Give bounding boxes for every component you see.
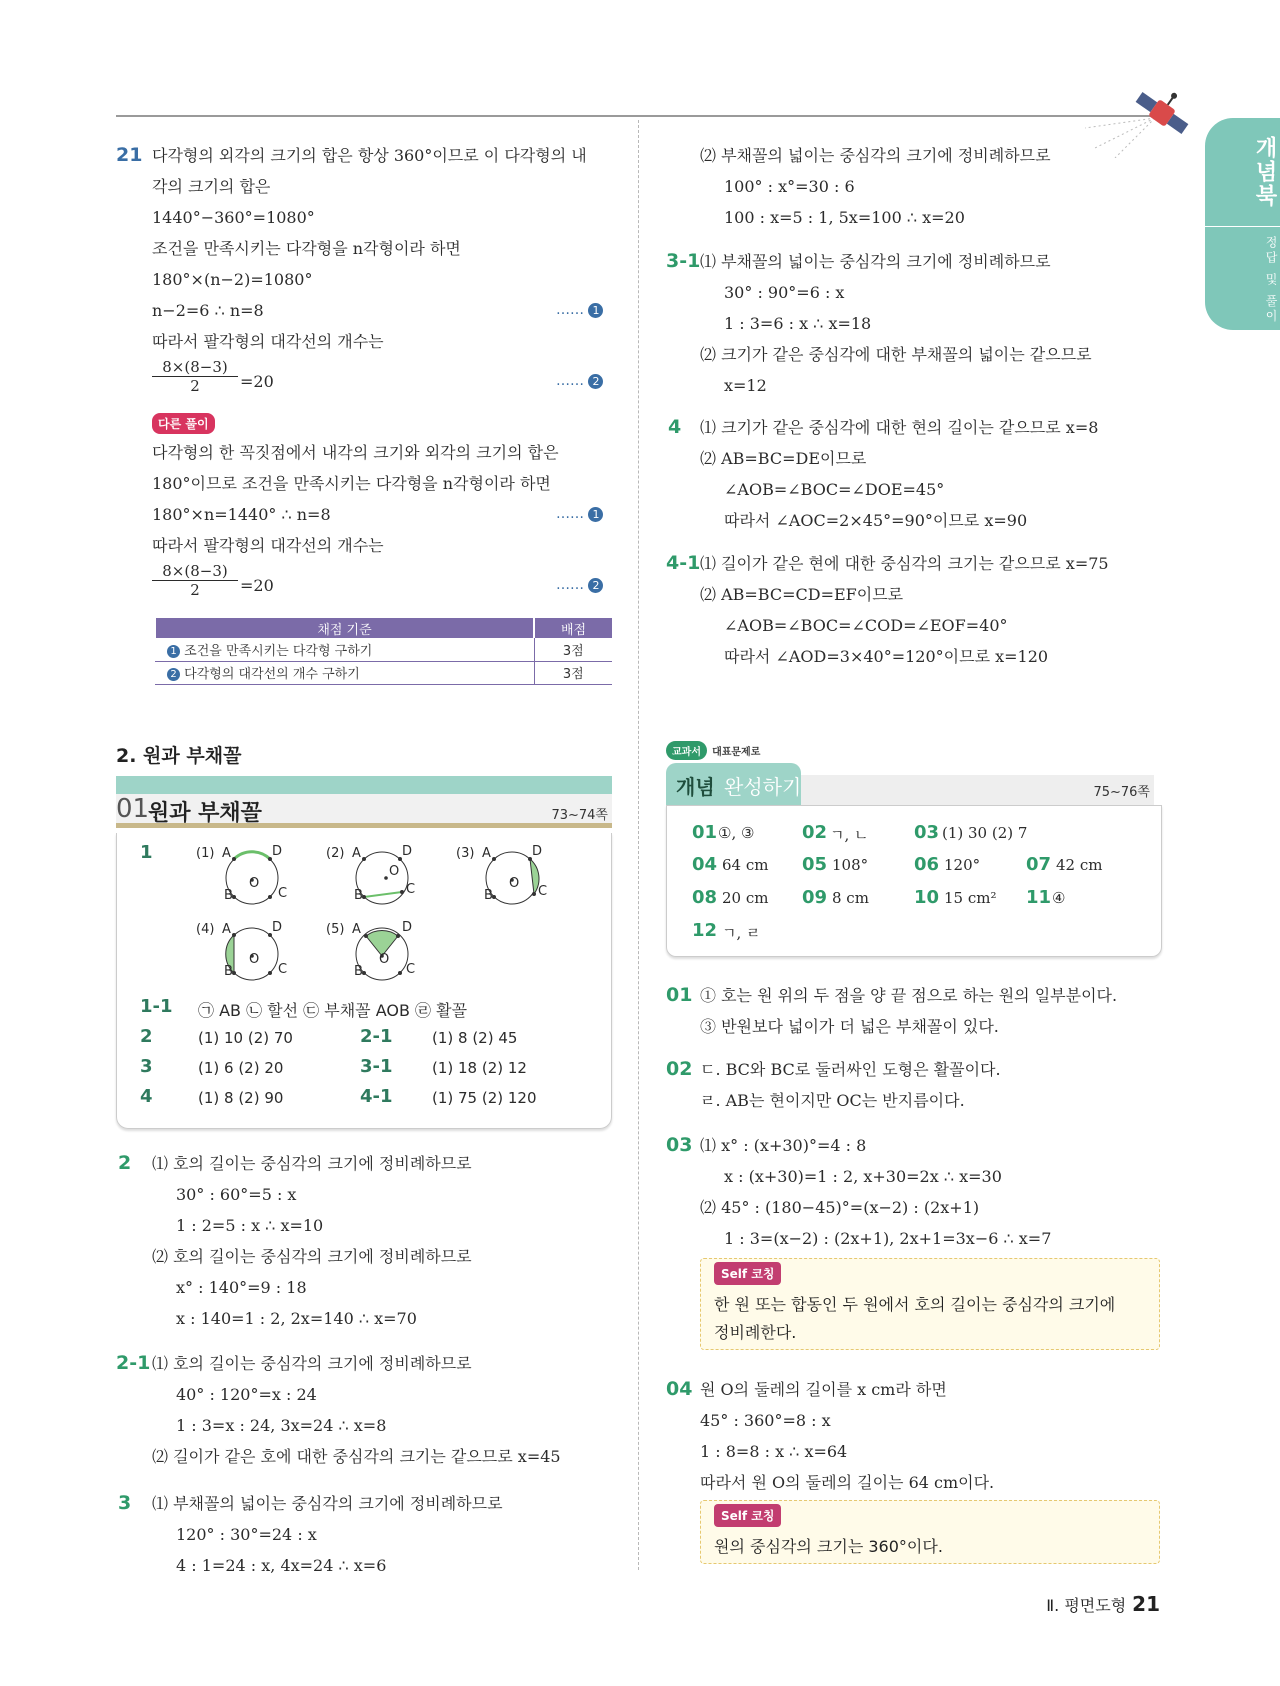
point-label: D <box>402 920 413 935</box>
step-1-icon: 1 <box>588 507 603 522</box>
scoring-table <box>154 618 612 685</box>
question-04-line: 1 : 8=8 : x ∴ x=64 <box>700 1442 848 1461</box>
self-coaching-badge: Self 코칭 <box>714 1504 781 1527</box>
step-2-icon: 2 <box>588 374 603 389</box>
point-label: D <box>402 844 413 859</box>
problem-21-line: 다각형의 외각의 크기의 합은 항상 360°이므로 이 다각형의 내 <box>152 146 587 165</box>
problem-4-1-line: ∠AOB=∠BOC=∠COD=∠EOF=40° <box>724 616 1008 635</box>
answer-label: 3-1 <box>360 1056 393 1077</box>
unit-number: 01 <box>116 794 150 824</box>
point-label: B <box>354 964 363 979</box>
answer-text: (1) 75 (2) 120 <box>432 1089 537 1107</box>
problem-3-cont-line: 100 : x=5 : 1, 5x=100 ∴ x=20 <box>724 208 965 227</box>
concept-answer-number: 04 <box>692 854 718 875</box>
scoring-points-header: 배점 <box>534 618 612 638</box>
answer-label: 3 <box>140 1056 153 1077</box>
self-coaching-text: 원의 중심각의 크기는 360°이다. <box>714 1537 943 1556</box>
problem-2-1-line: 40° : 120°=x : 24 <box>176 1385 317 1404</box>
concept-answer-number: 07 <box>1026 854 1052 875</box>
answer-label: 1 <box>140 842 153 863</box>
point-label: A <box>482 846 491 861</box>
alt-line: 다각형의 한 꼭짓점에서 내각의 크기와 외각의 크기의 합은 <box>152 443 559 462</box>
satellite-icon <box>1130 85 1194 141</box>
answer-text: (1) 8 (2) 90 <box>198 1089 284 1107</box>
table-row: 1 조건을 만족시키는 다각형 구하기 3점 <box>155 638 612 661</box>
question-01-line: ③ 반원보다 넓이가 더 넓은 부채꼴이 있다. <box>700 1017 999 1036</box>
problem-3-line: ⑴ 부채꼴의 넓이는 중심각의 크기에 정비례하므로 <box>152 1494 503 1513</box>
problem-3-cont-line: ⑵ 부채꼴의 넓이는 중심각의 크기에 정비례하므로 <box>700 146 1051 165</box>
concept-answer-number: 09 <box>802 887 828 908</box>
problem-3-1-number: 3-1 <box>666 250 701 272</box>
concept-answer-text: (1) 30 (2) 7 <box>942 824 1028 842</box>
step-1-icon: 1 <box>167 645 180 658</box>
problem-3-1-line: ⑵ 크기가 같은 중심각에 대한 부채꼴의 넓이는 같으므로 <box>700 345 1092 364</box>
question-03-line: 1 : 3=(x−2) : (2x+1), 2x+1=3x−6 ∴ x=7 <box>724 1229 1052 1248</box>
problem-21-line: n−2=6 ∴ n=8 <box>152 301 264 320</box>
alt-line: 따라서 팔각형의 대각선의 개수는 <box>152 536 384 555</box>
problem-4-1-number: 4-1 <box>666 552 701 574</box>
point-label: C <box>406 882 416 897</box>
problem-4-line: ⑴ 크기가 같은 중심각에 대한 현의 길이는 같으므로 x=8 <box>700 418 1099 437</box>
point-label: D <box>272 844 283 859</box>
question-03-line: ⑴ x° : (x+30)°=4 : 8 <box>700 1136 867 1155</box>
problem-3-number: 3 <box>118 1492 132 1514</box>
alternate-solution-badge: 다른 풀이 <box>152 413 215 434</box>
answer-label: 4-1 <box>360 1086 393 1107</box>
step-2-icon: 2 <box>588 578 603 593</box>
concept-answer-number: 10 <box>914 887 940 908</box>
side-tab-divider <box>1205 226 1280 227</box>
chapter-name: Ⅱ. 평면도형 <box>1046 1596 1127 1615</box>
point-label: D <box>532 844 543 859</box>
problem-4-1-line: 따라서 ∠AOD=3×40°=120°이므로 x=120 <box>724 647 1049 666</box>
concept-answer-text: 120° <box>944 856 981 874</box>
step-marker: …… 2 <box>556 373 603 389</box>
step-1-icon: 1 <box>588 303 603 318</box>
problem-3-1-line: 30° : 90°=6 : x <box>724 283 845 302</box>
problem-3-line: 120° : 30°=24 : x <box>176 1525 317 1544</box>
side-tab-subtitle: 정답 및 풀이 <box>1264 236 1278 325</box>
point-label: B <box>354 888 363 903</box>
question-02-line: ㄷ. BC와 BC로 둘러싸인 도형은 활꼴이다. <box>700 1060 1001 1079</box>
question-04-line: 45° : 360°=8 : x <box>700 1411 831 1430</box>
concept-answer-number: 05 <box>802 854 828 875</box>
problem-2-1-line: ⑴ 호의 길이는 중심각의 크기에 정비례하므로 <box>152 1354 472 1373</box>
point-label: A <box>352 922 361 937</box>
problem-2-line: ⑵ 호의 길이는 중심각의 크기에 정비례하므로 <box>152 1247 472 1266</box>
question-04-line: 원 O의 둘레의 길이를 x cm라 하면 <box>700 1380 947 1399</box>
answer-text: (1) 6 (2) 20 <box>198 1059 284 1077</box>
concept-answer-number: 12 <box>692 920 718 941</box>
concept-answer-text: ㄱ, ㄴ <box>830 826 869 844</box>
question-03-number: 03 <box>666 1134 693 1156</box>
fraction-result: =20 <box>240 576 274 595</box>
point-label: C <box>278 962 288 977</box>
problem-2-line: 1 : 2=5 : x ∴ x=10 <box>176 1216 324 1235</box>
diagram-label: (3) <box>456 846 475 861</box>
diagram-label: (4) <box>196 922 215 937</box>
point-label: C <box>406 962 416 977</box>
concept-answer-number: 08 <box>692 887 718 908</box>
problem-2-line: ⑴ 호의 길이는 중심각의 크기에 정비례하므로 <box>152 1154 472 1173</box>
self-coaching-badge: Self 코칭 <box>714 1262 781 1285</box>
concept-answer-number: 02 <box>802 822 828 843</box>
point-label: A <box>222 922 231 937</box>
table-row: 2 다각형의 대각선의 개수 구하기 3점 <box>155 661 612 684</box>
answer-label: 2 <box>140 1026 153 1047</box>
point-label: A <box>222 846 231 861</box>
point-label: B <box>224 964 233 979</box>
problem-3-1-line: ⑴ 부채꼴의 넓이는 중심각의 크기에 정비례하므로 <box>700 252 1051 271</box>
unit-header <box>116 794 612 828</box>
point-label: O <box>249 876 260 891</box>
fraction-result: =20 <box>240 372 274 391</box>
concept-tag <box>666 740 760 760</box>
self-coaching-text: 정비례한다. <box>714 1323 797 1342</box>
page-footer <box>1046 1592 1160 1616</box>
problem-21-line: 180°×(n−2)=1080° <box>152 270 313 289</box>
concept-answer-text: ④ <box>1052 889 1066 907</box>
problem-21-line: 조건을 만족시키는 다각형을 n각형이라 하면 <box>152 239 461 258</box>
question-01-number: 01 <box>666 984 693 1006</box>
question-02-line: ㄹ. AB는 현이지만 OC는 반지름이다. <box>700 1091 965 1110</box>
diagram-2 <box>356 852 408 904</box>
scoring-criteria-header: 채점 기준 <box>155 618 534 638</box>
unit-color-bar <box>116 776 612 794</box>
answer-label: 1-1 <box>140 996 173 1017</box>
question-01-line: ① 호는 원 위의 두 점을 양 끝 점으로 하는 원의 일부분이다. <box>700 986 1118 1005</box>
point-label: C <box>538 884 548 899</box>
concept-answer-number: 06 <box>914 854 940 875</box>
side-tab[interactable] <box>1205 118 1280 330</box>
problem-3-cont-line: 100° : x°=30 : 6 <box>724 177 855 196</box>
concept-header <box>666 763 1154 805</box>
step-marker: …… 2 <box>556 577 603 593</box>
point-label: A <box>352 846 361 861</box>
answer-text: (1) 18 (2) 12 <box>432 1059 527 1077</box>
problem-2-1-line: ⑵ 길이가 같은 호에 대한 중심각의 크기는 같으므로 x=45 <box>152 1447 561 1466</box>
unit-pages: 73~74쪽 <box>551 808 608 823</box>
diagram-label: (2) <box>326 846 345 861</box>
concept-answer-text: 108° <box>832 856 869 874</box>
problem-3-1-line: 1 : 3=6 : x ∴ x=18 <box>724 314 872 333</box>
problem-2-number: 2 <box>118 1152 132 1174</box>
answer-label: 2-1 <box>360 1026 393 1047</box>
alt-line: 180°이므로 조건을 만족시키는 다각형을 n각형이라 하면 <box>152 474 551 493</box>
problem-21-number: 21 <box>116 144 143 166</box>
concept-title-b: 완성하기 <box>724 775 802 799</box>
problem-2-1-number: 2-1 <box>116 1352 151 1374</box>
textbook-badge: 교과서 <box>666 741 707 760</box>
problem-4-line: ∠AOB=∠BOC=∠DOE=45° <box>724 480 945 499</box>
column-divider <box>638 120 639 1570</box>
alt-line: 180°×n=1440° ∴ n=8 <box>152 505 331 524</box>
problem-2-line: x° : 140°=9 : 18 <box>176 1278 307 1297</box>
concept-answer-number: 11 <box>1026 887 1052 908</box>
problem-4-1-line: ⑵ AB=BC=CD=EF이므로 <box>700 585 904 604</box>
concept-pages: 75~76쪽 <box>1093 785 1150 800</box>
point-label: B <box>224 888 233 903</box>
question-04-number: 04 <box>666 1378 693 1400</box>
answer-text: ㉠ AB ㉡ 할선 ㉢ 부채꼴 AOB ㉣ 활꼴 <box>198 1001 468 1020</box>
problem-4-line: 따라서 ∠AOC=2×45°=90°이므로 x=90 <box>724 511 1028 530</box>
self-coaching-text: 한 원 또는 합동인 두 원에서 호의 길이는 중심각의 크기에 <box>714 1295 1116 1314</box>
point-label: C <box>278 886 288 901</box>
answer-text: (1) 8 (2) 45 <box>432 1029 518 1047</box>
question-04-line: 따라서 원 O의 둘레의 길이는 64 cm이다. <box>700 1473 995 1492</box>
point-label: O <box>249 952 260 967</box>
problem-2-1-line: 1 : 3=x : 24, 3x=24 ∴ x=8 <box>176 1416 387 1435</box>
fraction: $\frac{8\times(8-3)}{2}$ <box>152 562 238 599</box>
problem-4-1-line: ⑴ 길이가 같은 현에 대한 중심각의 크기는 같으므로 x=75 <box>700 554 1109 573</box>
answer-label: 4 <box>140 1086 153 1107</box>
concept-answer-number: 01 <box>692 822 718 843</box>
concept-answer-text: 42 cm <box>1056 856 1103 874</box>
step-marker: …… 1 <box>556 302 603 318</box>
section-title: 2. 원과 부채꼴 <box>116 745 242 767</box>
problem-21-line: 각의 크기의 합은 <box>152 177 271 196</box>
concept-answer-text: 64 cm <box>722 856 769 874</box>
concept-subtitle: 대표문제로 <box>712 747 761 758</box>
page-number: 21 <box>1132 1592 1160 1616</box>
concept-answer-number: 03 <box>914 822 940 843</box>
problem-2-line: 30° : 60°=5 : x <box>176 1185 297 1204</box>
problem-4-line: ⑵ AB=BC=DE이므로 <box>700 449 867 468</box>
question-03-line: ⑵ 45° : (180−45)°=(x−2) : (2x+1) <box>700 1198 980 1217</box>
step-2-icon: 2 <box>167 668 180 681</box>
point-label: B <box>484 888 493 903</box>
point-label: O <box>389 864 400 879</box>
concept-answer-text: 8 cm <box>832 889 869 907</box>
question-03-line: x : (x+30)=1 : 2, x+30=2x ∴ x=30 <box>724 1167 1002 1186</box>
concept-title-a: 개념 <box>676 775 715 799</box>
problem-2-line: x : 140=1 : 2, 2x=140 ∴ x=70 <box>176 1309 417 1328</box>
unit-title: 원과 부채꼴 <box>148 801 262 826</box>
side-tab-title: 개념북 <box>1252 136 1277 208</box>
problem-21-line: 따라서 팔각형의 대각선의 개수는 <box>152 332 384 351</box>
fraction: $\frac{8\times(8-3)}{2}$ <box>152 358 238 395</box>
point-label: D <box>272 920 283 935</box>
question-02-number: 02 <box>666 1058 693 1080</box>
problem-4-number: 4 <box>668 416 682 438</box>
concept-answer-text: 20 cm <box>722 889 769 907</box>
point-label: O <box>379 952 390 967</box>
problem-3-line: 4 : 1=24 : x, 4x=24 ∴ x=6 <box>176 1556 387 1575</box>
concept-answer-text: ㄱ, ㄹ <box>722 924 761 942</box>
diagram-label: (1) <box>196 846 215 861</box>
point-label: O <box>509 876 520 891</box>
top-rule <box>116 115 1151 117</box>
step-marker: …… 1 <box>556 506 603 522</box>
concept-answer-text: ①, ③ <box>718 824 755 842</box>
answer-text: (1) 10 (2) 70 <box>198 1029 293 1047</box>
problem-21-line: 1440°−360°=1080° <box>152 208 315 227</box>
problem-3-1-line: x=12 <box>724 376 767 395</box>
diagram-label: (5) <box>326 922 345 937</box>
concept-answer-text: 15 cm² <box>944 889 997 907</box>
